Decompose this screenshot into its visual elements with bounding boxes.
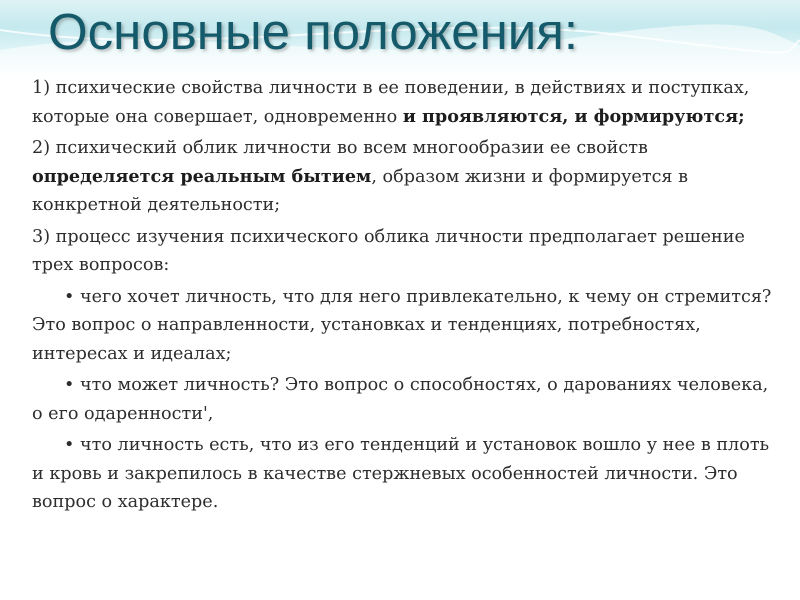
point-2-text-end: , образом жизни и формируется в конкретной деятельности; [32,166,689,215]
question-2: • что может личность? Это вопрос о способностях, о дарованиях человека, о его одаренности', [32,375,769,424]
point-1-bold: и проявляются, и формируются; [402,105,745,127]
point-2 [32,134,784,220]
question-1: • чего хочет личность, что для него привлекательно, к чему он стремится? Это вопрос о направленности, установках и тенденциях, потребностях, интересах и идеалах; [32,286,772,364]
point-1-text: 1) психические свойства личности в ее поведении, в действиях и поступках, которые она совершает, одновременно [32,78,750,127]
slide-body [32,74,784,517]
point-2-text-start: 2) психический облик личности во всем многообразии ее свойств [32,138,648,158]
question-3: • что личность есть, что из его тенденций и установок вошло у нее в плоть и кровь и закрепилось в качестве стержневых особенностей личности. Это вопрос о характере. [32,435,770,512]
point-1 [32,74,784,131]
point-3-text: 3) процесс изучения психического облика личности предполагает решение трех вопросов: [32,226,745,275]
slide-title: Основные положения: [48,3,579,60]
point-2-bold: определяется реальным бытием [32,165,372,187]
point-3 [32,223,784,280]
